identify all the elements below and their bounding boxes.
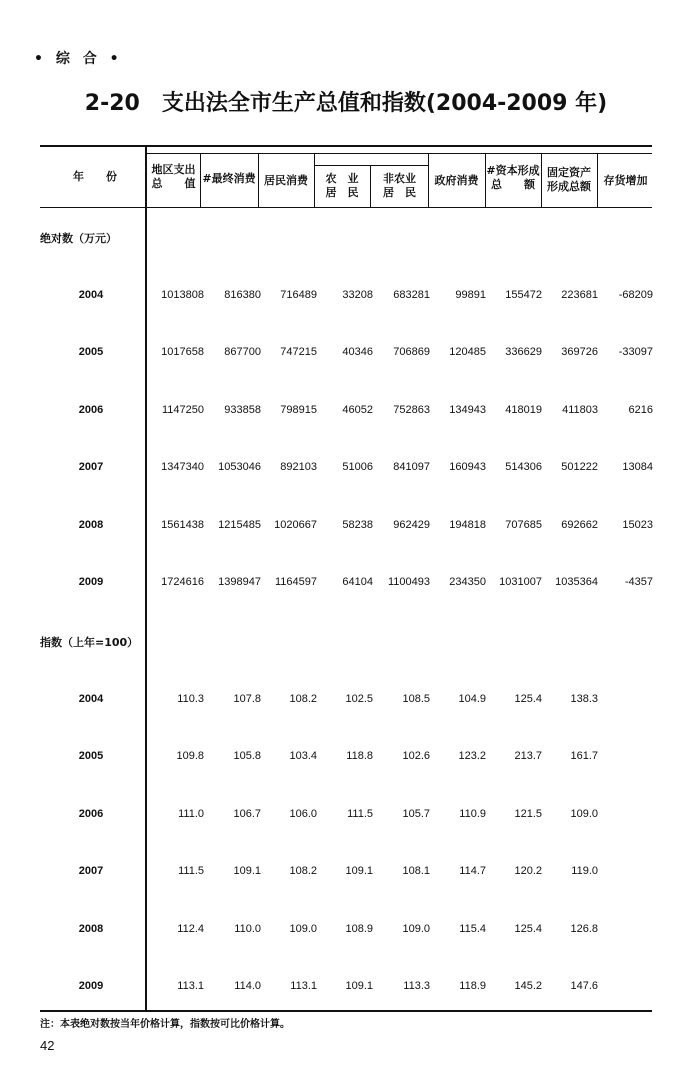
table-cell: 114.0 [234,980,261,992]
table-cell: 102.6 [402,750,430,763]
section-label: • 综 合 • [34,51,123,67]
table-cell: 145.2 [514,980,542,992]
table-cell: 105.8 [233,750,261,763]
index-section-label: 指数（上年=100） [40,636,139,649]
table-cell: 106.0 [289,807,317,820]
header-capital [485,164,541,192]
table-cell: 161.7 [570,750,598,763]
table-row [0,289,692,305]
table-cell: 111.0 [178,807,204,820]
table-row [0,461,692,477]
table-cell: 109.1 [345,980,373,992]
table-cell: 111.5 [178,865,204,878]
table-cell: 110.9 [459,807,486,820]
table-cell: 108.2 [289,865,317,878]
table-row [0,519,692,535]
table-cell: 1053046 [218,461,261,474]
table-cell: 64104 [342,576,373,588]
table-cell: 892103 [280,461,317,474]
table-cell: 134943 [449,403,486,416]
table-cell: 752863 [393,403,430,416]
table-cell: 120.2 [514,865,542,878]
table-cell: 112.4 [177,922,204,935]
table-cell: 138.3 [570,693,598,705]
table-cell: 160943 [449,461,486,474]
table-cell: 683281 [393,289,430,301]
table-cell: 1561438 [161,518,204,531]
table-cell: 126.8 [570,922,598,935]
table-cell: 120485 [449,346,486,359]
table-cell: 1215485 [218,518,261,531]
table-cell: 109.1 [345,865,373,878]
table-cell: 1724616 [161,576,204,588]
header-fixed-line1: 固定资产 [547,166,591,179]
row-year: 2008 [78,518,104,531]
header-rural-line1: 农 业 [325,172,359,185]
table-cell: -33097 [618,346,653,359]
header-fixed-line2: 形成总额 [547,180,591,193]
table-cell: 841097 [393,461,430,474]
table-cell: 418019 [505,403,542,416]
row-year: 2007 [78,461,104,474]
table-cell: 962429 [393,518,430,531]
table-cell: 155472 [505,289,542,301]
absolute-section-label: 绝对数（万元） [40,232,117,245]
table-cell: 108.1 [402,865,430,878]
table-cell: 121.5 [514,807,542,820]
header-fixed [541,166,597,194]
top-rule [40,145,652,147]
top-rule-thin [146,153,652,154]
table-note: 注：本表绝对数按当年价格计算，指数按可比价格计算。 [40,1019,290,1030]
header-gdp [147,163,200,191]
sub-rule [314,165,428,166]
table-title: 2-20 支出法全市生产总值和指数(2004-2009 年) [84,91,608,116]
table-cell: 46052 [342,403,373,416]
table-cell: 125.4 [514,922,542,935]
table-row [0,865,692,881]
table-cell: 1398947 [218,576,261,588]
table-cell: 369726 [561,346,598,359]
table-cell: 816380 [224,289,261,301]
header-gdp-line2: 总 值 [151,177,196,190]
header-household: 居民消费 [264,174,308,187]
table-cell: 6216 [628,403,653,416]
table-cell: 110.3 [177,693,204,705]
row-year: 2005 [78,346,104,359]
table-row [0,980,692,996]
table-cell: 1013808 [161,289,204,301]
header-inventory: 存货增加 [603,174,648,187]
table-cell: 105.7 [402,807,430,820]
header-gdp-line1: 地区支出 [151,163,196,176]
table-cell: 336629 [505,346,542,359]
table-cell: 109.1 [233,865,261,878]
row-year: 2009 [78,576,104,588]
table-cell: 1020667 [274,518,317,531]
table-row [0,576,692,592]
row-year: 2009 [78,980,104,992]
header-government: 政府消费 [434,174,479,187]
table-cell: 194818 [449,518,486,531]
table-cell: -4357 [624,576,653,588]
row-year: 2008 [78,922,104,935]
header-bottom-rule [40,207,652,208]
table-cell: 692662 [561,518,598,531]
header-urban-line1: 非农业 [383,172,416,185]
table-cell: 933858 [224,403,261,416]
table-cell: 109.8 [176,750,204,763]
table-cell: 1147250 [161,403,204,416]
table-cell: 110.0 [234,922,261,935]
table-cell: 109.0 [289,922,317,935]
table-cell: 1347340 [161,461,204,474]
table-cell: 13084 [622,461,653,474]
table-cell: 40346 [342,346,373,359]
row-year: 2004 [78,289,104,301]
table-cell: 111.5 [347,807,373,820]
table-cell: 114.7 [459,865,486,878]
row-year: 2007 [78,865,104,878]
table-row [0,750,692,766]
table-cell: 514306 [505,461,542,474]
table-cell: 118.9 [459,980,486,992]
table-cell: 867700 [224,346,261,359]
header-rural-line2: 居 民 [325,186,359,199]
row-year: 2005 [78,750,104,763]
table-cell: 1017658 [161,346,204,359]
header-capital-line2: 总 额 [491,178,535,191]
header-urban-line2: 居 民 [383,186,416,199]
row-year: 2006 [78,807,104,820]
bottom-rule [40,1010,652,1012]
table-row [0,693,692,709]
header-year: 年 份 [73,170,117,183]
table-cell: 123.2 [458,750,486,763]
table-row [0,923,692,939]
table-cell: 223681 [561,289,598,301]
table-cell: 119.0 [571,865,598,878]
row-year: 2006 [78,403,104,416]
header-final-consumption: #最终消费 [202,172,256,185]
table-cell: 103.4 [289,750,317,763]
table-cell: 106.7 [233,807,261,820]
table-cell: 107.8 [233,693,261,705]
table-cell: 125.4 [514,693,542,705]
header-rural [314,172,370,200]
page-number: 42 [40,1038,55,1053]
table-cell: 798915 [280,403,317,416]
table-cell: 501222 [561,461,598,474]
table-cell: 108.2 [289,693,317,705]
table-cell: 108.9 [345,922,373,935]
table-cell: 113.3 [403,980,430,992]
table-cell: 1164597 [274,576,317,588]
table-cell: 108.5 [402,693,430,705]
table-cell: 102.5 [345,693,373,705]
table-cell: 15023 [622,518,653,531]
table-cell: 113.1 [177,980,204,992]
table-cell: 109.0 [402,922,430,935]
table-cell: 1100493 [387,576,430,588]
table-row [0,404,692,420]
table-cell: 104.9 [458,693,486,705]
table-cell: 99891 [455,289,486,301]
table-cell: 109.0 [570,807,598,820]
table-cell: 411803 [562,403,598,416]
table-cell: 234350 [449,576,486,588]
table-cell: 707685 [505,518,542,531]
table-row [0,808,692,824]
table-cell: -68209 [618,289,653,301]
table-cell: 706869 [393,346,430,359]
table-cell: 1035364 [555,576,598,588]
table-cell: 747215 [280,346,317,359]
table-cell: 716489 [280,289,317,301]
row-year: 2004 [78,693,104,705]
table-row [0,346,692,362]
header-capital-line1: #资本形成 [486,164,540,177]
header-urban [371,172,428,200]
table-cell: 1031007 [499,576,542,588]
table-cell: 113.1 [290,980,317,992]
table-cell: 118.8 [346,750,373,763]
table-cell: 115.4 [459,922,486,935]
table-cell: 33208 [342,289,373,301]
table-cell: 213.7 [514,750,542,763]
table-cell: 147.6 [570,980,598,992]
table-cell: 51006 [342,461,373,474]
table-cell: 58238 [342,518,373,531]
